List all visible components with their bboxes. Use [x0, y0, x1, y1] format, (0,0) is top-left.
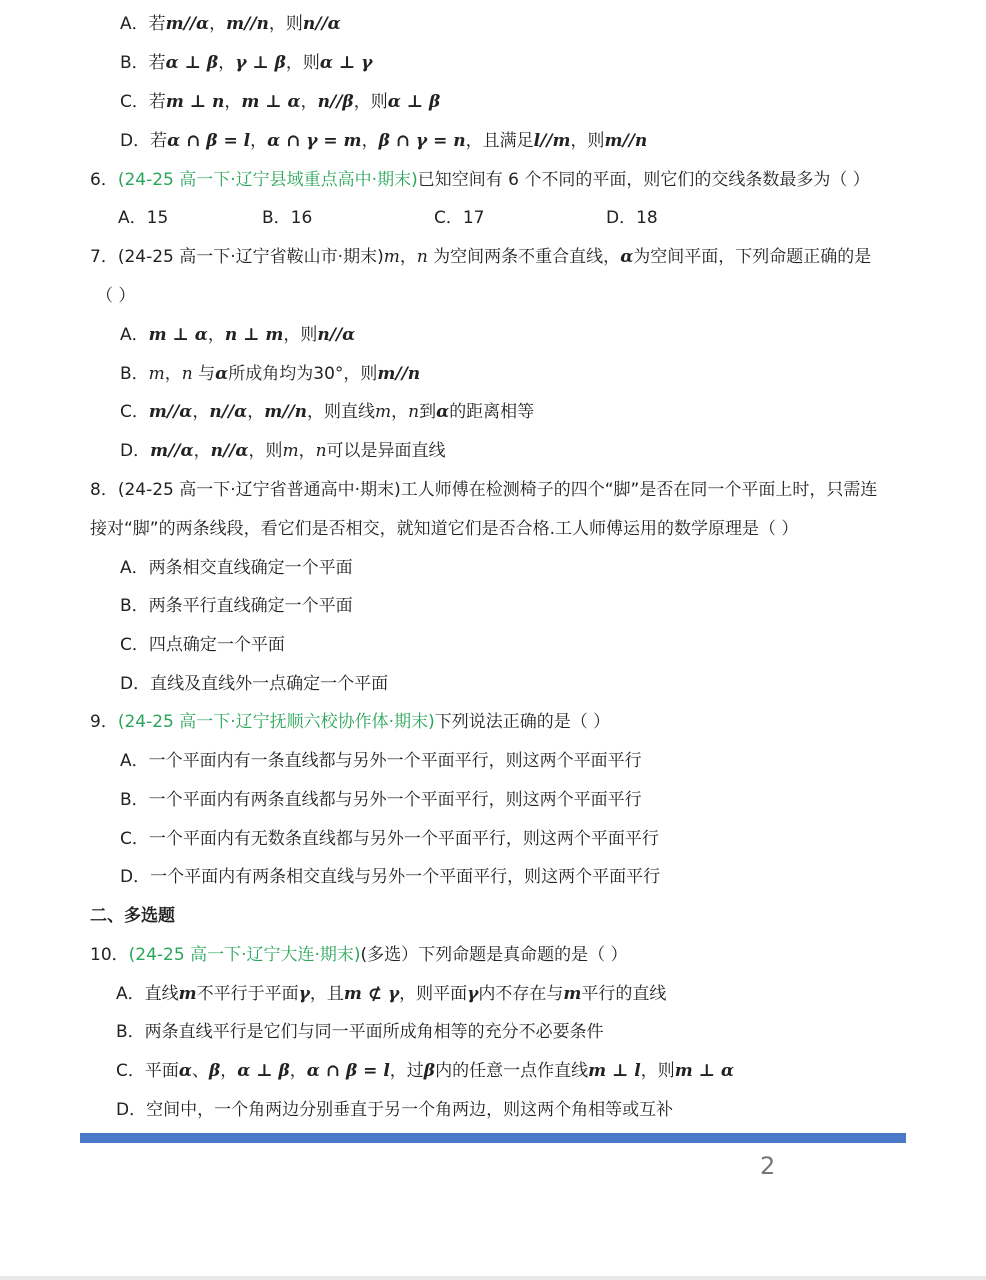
- q6-option-d: D．18: [606, 208, 658, 228]
- question-number: 6．: [90, 170, 118, 190]
- sep: ，: [209, 14, 227, 34]
- sep: ，: [192, 402, 210, 422]
- math: m//α: [150, 441, 194, 461]
- math: n: [181, 364, 193, 384]
- question-10: [90, 943, 628, 967]
- q7-option-b: [120, 362, 420, 386]
- math: γ ⊥ β: [235, 53, 286, 73]
- math: α ∩ γ = m: [267, 131, 362, 151]
- math: m//n: [264, 402, 308, 422]
- math: m ⊄ γ: [343, 984, 400, 1004]
- question-source: (24-25 高一下·辽宁县域重点高中·期末): [117, 170, 418, 190]
- math: m//n: [604, 131, 648, 151]
- math: m: [563, 984, 582, 1004]
- text: ，则: [640, 1061, 675, 1081]
- question-6: [90, 168, 870, 192]
- q6-option-a: A．15: [118, 208, 169, 228]
- question-stem: 下列说法正确的是（ ）: [434, 712, 611, 732]
- option-label: C．若: [120, 92, 166, 112]
- math: α ⊥ β: [237, 1061, 290, 1081]
- sep: ，: [193, 441, 211, 461]
- q10-option-d: D．空间中，一个角两边分别垂直于另一个角两边，则这两个角相等或互补: [116, 1100, 674, 1120]
- text: 与: [192, 364, 216, 384]
- sep: ，: [250, 131, 268, 151]
- sep: ，则: [248, 441, 283, 461]
- text: 内的任意一点作直线: [435, 1061, 589, 1081]
- q10-option-c: [116, 1059, 734, 1083]
- math: m: [282, 441, 299, 461]
- question-source: (24-25 高一下·辽宁抚顺六校协作体·期末): [117, 712, 435, 732]
- q5-option-d: [120, 129, 647, 153]
- math: m ⊥ n: [165, 92, 225, 112]
- math: α: [178, 1061, 192, 1081]
- option-label: A．: [120, 325, 149, 345]
- question-8-cont: 接对“脚”的两条线段，看它们是否相交，就知道它们是否合格.工人师傅运用的数学原理是（ ）: [90, 519, 799, 539]
- page-number: 2: [760, 1152, 776, 1180]
- math: β: [423, 1061, 436, 1081]
- sep: ，: [300, 92, 318, 112]
- math: m: [178, 984, 197, 1004]
- option-label: B．若: [120, 53, 166, 73]
- math: α ∩ β = l: [167, 131, 251, 151]
- q8-option-c: C．四点确定一个平面: [120, 635, 285, 655]
- math: m//n: [226, 14, 269, 34]
- math: m ⊥ α: [674, 1061, 734, 1081]
- math: n//α: [209, 402, 248, 422]
- q8-option-b: B．两条平行直线确定一个平面: [120, 596, 353, 616]
- q10-option-a: [116, 982, 666, 1006]
- text: ，过: [389, 1061, 424, 1081]
- q7-paren: （ ）: [96, 286, 136, 306]
- q5-option-c: [120, 90, 440, 114]
- sep: ，则: [283, 325, 318, 345]
- text: 内不存在与: [478, 984, 564, 1004]
- sep: ，: [207, 325, 225, 345]
- question-stem: 工人师傅在检测椅子的四个“脚”是否在同一个平面上时，只需连: [400, 480, 878, 500]
- sep: ，: [218, 53, 236, 73]
- sep: ，: [247, 402, 265, 422]
- math: m//α: [148, 402, 193, 422]
- q7-option-a: [120, 323, 355, 347]
- math: γ: [298, 984, 310, 1004]
- q9-option-c: C．一个平面内有无数条直线都与另外一个平面平行，则这两个平面平行: [120, 829, 659, 849]
- sep: ，则: [268, 14, 303, 34]
- math: α: [620, 247, 634, 267]
- footer-rule: [80, 1133, 906, 1143]
- section-heading: 二、多选题: [90, 906, 175, 926]
- bottom-divider: [0, 1276, 986, 1280]
- math: l//m: [533, 131, 571, 151]
- option-label: D．: [120, 441, 151, 461]
- math: n ⊥ m: [224, 325, 284, 345]
- q6-option-c: C．17: [434, 208, 485, 228]
- math: m: [148, 364, 165, 384]
- math: n: [315, 441, 327, 461]
- math: α: [436, 402, 450, 422]
- question-number: 7．: [90, 247, 118, 267]
- sep: ，: [224, 92, 242, 112]
- math: γ: [467, 984, 479, 1004]
- sep: ，则: [353, 92, 388, 112]
- question-source: (24-25 高一下·辽宁省鞍山市·期末): [117, 247, 384, 267]
- math: m//n: [377, 364, 421, 384]
- text: 所成角均为30°，则: [228, 364, 378, 384]
- math: α ∩ β = l: [306, 1061, 390, 1081]
- option-label: A．直线: [116, 984, 179, 1004]
- q6-option-b: B．16: [262, 208, 313, 228]
- q9-option-a: A．一个平面内有一条直线都与另外一个平面平行，则这两个平面平行: [120, 751, 642, 771]
- question-stem: 为空间两条不重合直线，: [427, 247, 621, 267]
- sep: ，: [399, 247, 417, 267]
- option-label: A．若: [120, 14, 166, 34]
- q10-option-b: B．两条直线平行是它们与同一平面所成角相等的充分不必要条件: [116, 1022, 604, 1042]
- question-number: 9．: [90, 712, 118, 732]
- q8-option-a: A．两条相交直线确定一个平面: [120, 558, 353, 578]
- math: m//α: [165, 14, 210, 34]
- question-8: [90, 478, 877, 502]
- math: m ⊥ α: [241, 92, 301, 112]
- q5-option-b: [120, 51, 372, 75]
- text: 不平行于平面: [196, 984, 299, 1004]
- math: α ⊥ β: [165, 53, 219, 73]
- math: α ⊥ β: [387, 92, 441, 112]
- option-label: B．: [120, 364, 149, 384]
- sep: ，: [298, 441, 316, 461]
- text: 的距离相等: [449, 402, 535, 422]
- text: 可以是异面直线: [326, 441, 446, 461]
- option-label: C．平面: [116, 1061, 179, 1081]
- sep: 、: [191, 1061, 209, 1081]
- math: n//α: [302, 14, 341, 34]
- math: m: [375, 402, 392, 422]
- q7-option-d: [120, 439, 446, 463]
- math: α ⊥ γ: [319, 53, 373, 73]
- sep: ，且满足: [465, 131, 534, 151]
- text: 平行的直线: [581, 984, 667, 1004]
- text: 到: [419, 402, 437, 422]
- q7-option-c: [120, 400, 534, 424]
- question-7: [90, 245, 871, 269]
- math: n: [408, 402, 420, 422]
- q9-option-d: D．一个平面内有两条相交直线与另外一个平面平行，则这两个平面平行: [120, 867, 661, 887]
- math: n//β: [317, 92, 354, 112]
- question-9: [90, 710, 610, 734]
- sep: ，: [289, 1061, 307, 1081]
- option-label: C．: [120, 402, 149, 422]
- math: β ∩ γ = n: [378, 131, 466, 151]
- question-stem: 为空间平面，下列命题正确的是: [633, 247, 872, 267]
- sep: ，: [164, 364, 182, 384]
- math: m: [383, 247, 400, 267]
- math: m ⊥ α: [148, 325, 208, 345]
- question-stem: (多选）下列命题是真命题的是（ ）: [360, 945, 628, 965]
- q5-option-a: [120, 12, 341, 36]
- sep: ，: [220, 1061, 238, 1081]
- sep: ，: [361, 131, 379, 151]
- math: n//α: [317, 325, 356, 345]
- math: α: [215, 364, 229, 384]
- math: m ⊥ l: [588, 1061, 641, 1081]
- sep: ，则: [285, 53, 320, 73]
- question-source: (24-25 高一下·辽宁省普通高中·期末): [117, 480, 401, 500]
- math: β: [208, 1061, 221, 1081]
- q8-option-d: D．直线及直线外一点确定一个平面: [120, 674, 389, 694]
- question-number: 10．: [90, 945, 129, 965]
- math: n//α: [210, 441, 249, 461]
- text: ，且: [309, 984, 344, 1004]
- math: n: [416, 247, 428, 267]
- text: ，则平面: [399, 984, 468, 1004]
- option-label: D．若: [120, 131, 168, 151]
- text: ，则直线: [307, 402, 376, 422]
- question-source: (24-25 高一下·辽宁大连·期末): [128, 945, 361, 965]
- sep: ，则: [570, 131, 605, 151]
- q9-option-b: B．一个平面内有两条直线都与另外一个平面平行，则这两个平面平行: [120, 790, 642, 810]
- sep: ，: [391, 402, 409, 422]
- question-number: 8．: [90, 480, 118, 500]
- question-stem: 已知空间有 6 个不同的平面，则它们的交线条数最多为（ ）: [417, 170, 870, 190]
